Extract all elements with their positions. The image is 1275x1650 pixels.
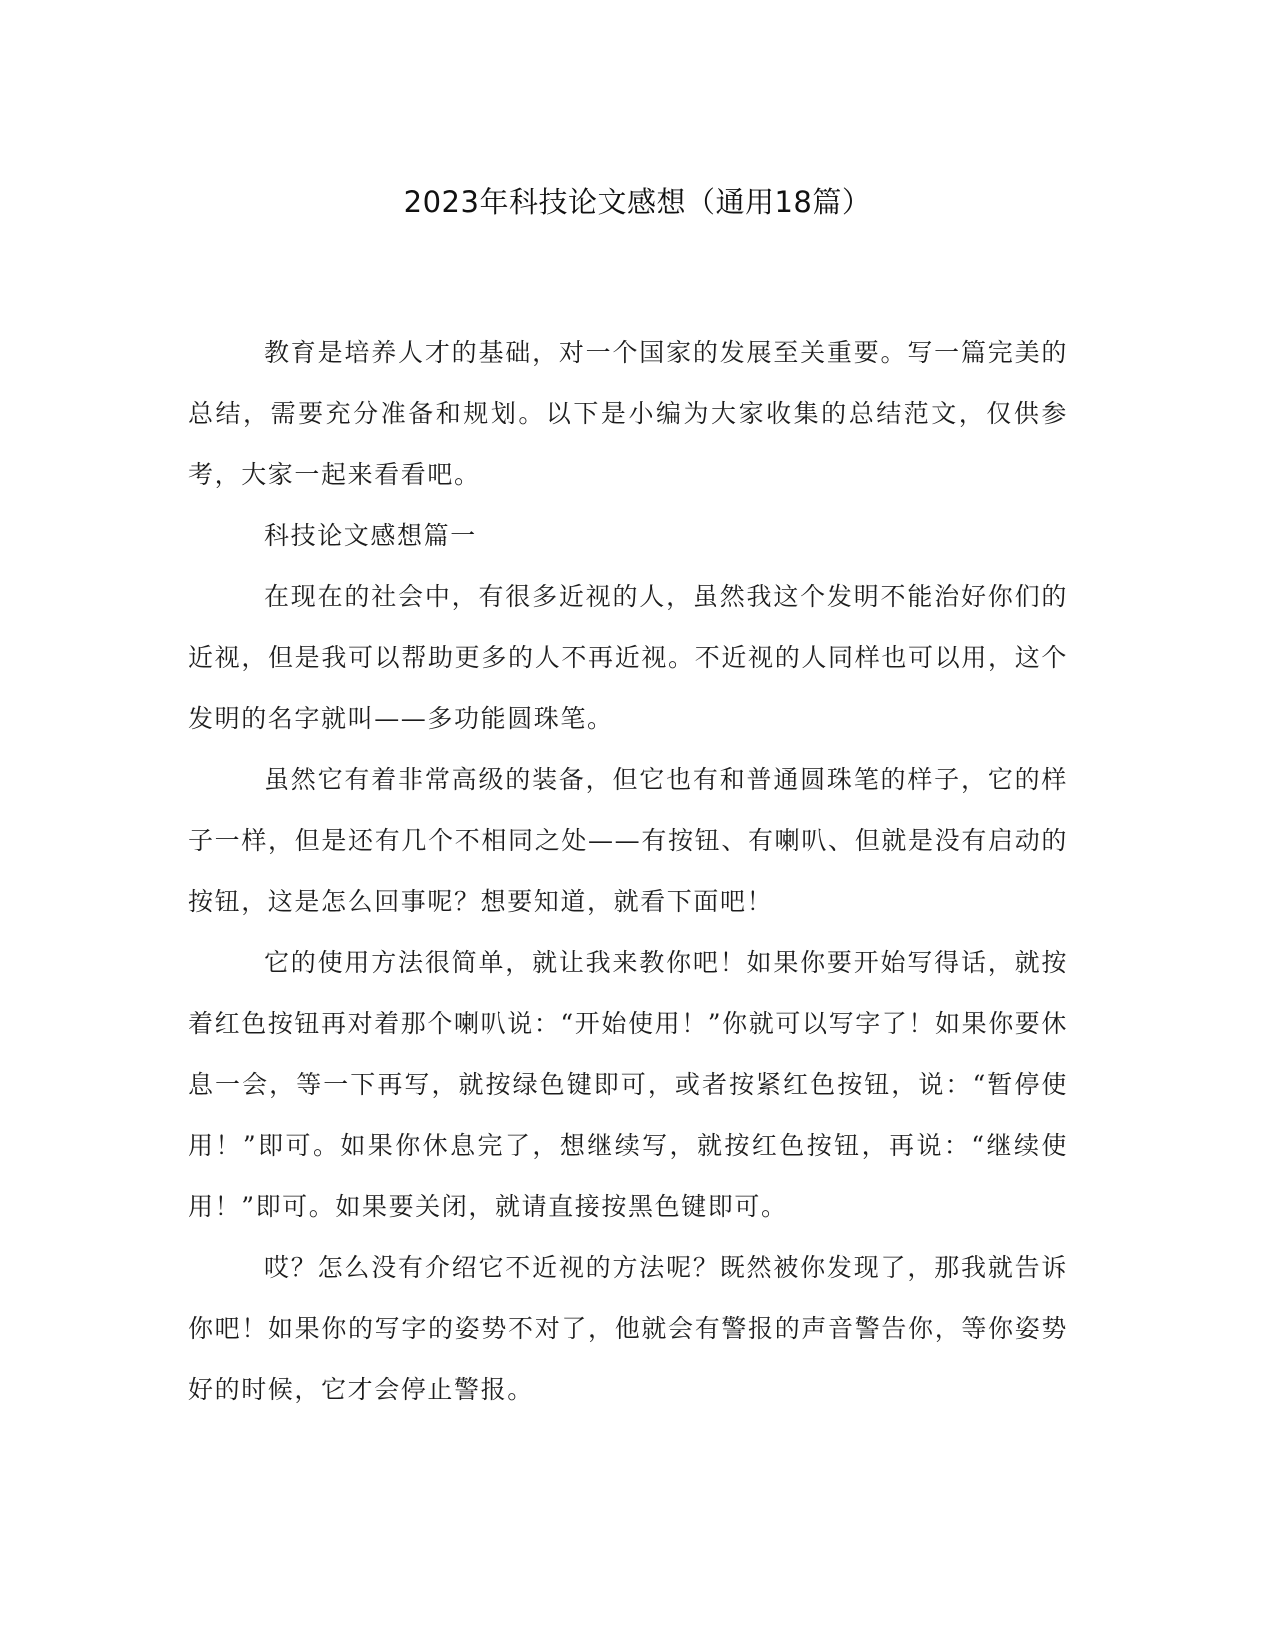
section-heading: 科技论文感想篇一 — [264, 521, 477, 550]
document-title: 2023年科技论文感想（通用18篇） — [403, 185, 872, 219]
body-paragraph: 哎？怎么没有介绍它不近视的方法呢？既然被你发现了，那我就告诉你吧！如果你的写字的姿势不对了，他就会有警报的声音警告你，等你姿势好的时候，它才会停止警报。 — [188, 1253, 1068, 1404]
body-paragraph: 在现在的社会中，有很多近视的人，虽然我这个发明不能治好你们的近视，但是我可以帮助更多的人不再近视。不近视的人同样也可以用，这个发明的名字就叫——多功能圆珠笔。 — [188, 582, 1068, 733]
body-paragraph: 它的使用方法很简单，就让我来教你吧！如果你要开始写得话，就按着红色按钮再对着那个喇叭说：“开始使用！”你就可以写字了！如果你要休息一会，等一下再写，就按绿色键即可，或者按紧红色按钮，说：“暂停使用！”即可。如果你休息完了，想继续写，就按红色按钮，再说：“继续使用！”即可。如果要关闭，就请直接按黑色键即可。 — [188, 948, 1068, 1221]
document-body — [188, 322, 1068, 1420]
intro-paragraph: 教育是培养人才的基础，对一个国家的发展至关重要。写一篇完美的总结，需要充分准备和规划。以下是小编为大家收集的总结范文，仅供参考，大家一起来看看吧。 — [188, 338, 1068, 489]
body-paragraph: 虽然它有着非常高级的装备，但它也有和普通圆珠笔的样子，它的样子一样，但是还有几个不相同之处——有按钮、有喇叭、但就是没有启动的按钮，这是怎么回事呢？想要知道，就看下面吧！ — [188, 765, 1068, 916]
